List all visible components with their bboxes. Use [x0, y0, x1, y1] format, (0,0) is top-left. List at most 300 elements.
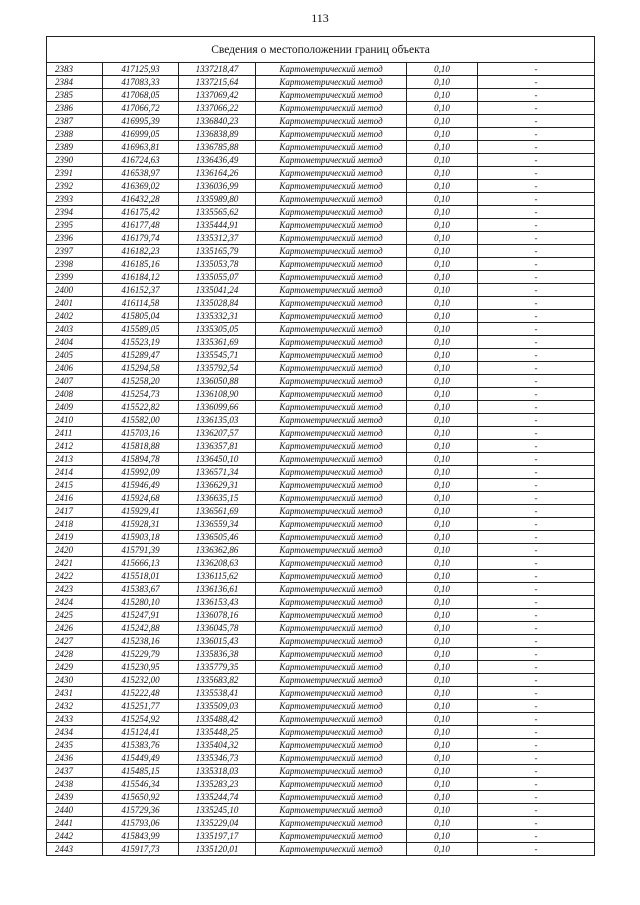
y-coordinate-cell: 1335545,71 [179, 349, 256, 362]
method-cell: Картометрический метод [256, 388, 407, 401]
table-row [47, 804, 595, 817]
y-coordinate-cell: 1336357,81 [179, 440, 256, 453]
x-coordinate-cell: 415254,92 [103, 713, 179, 726]
table-row [47, 661, 595, 674]
y-coordinate-cell: 1335245,10 [179, 804, 256, 817]
point-number-cell: 2391 [47, 167, 103, 180]
table-row [47, 687, 595, 700]
x-coordinate-cell: 416963,81 [103, 141, 179, 154]
accuracy-cell: 0,10 [407, 115, 478, 128]
description-cell: - [478, 778, 595, 791]
description-cell: - [478, 609, 595, 622]
method-cell: Картометрический метод [256, 271, 407, 284]
description-cell: - [478, 375, 595, 388]
point-number-cell: 2418 [47, 518, 103, 531]
method-cell: Картометрический метод [256, 726, 407, 739]
method-cell: Картометрический метод [256, 258, 407, 271]
table-row [47, 635, 595, 648]
table-row [47, 245, 595, 258]
y-coordinate-cell: 1336207,57 [179, 427, 256, 440]
accuracy-cell: 0,10 [407, 609, 478, 622]
point-number-cell: 2404 [47, 336, 103, 349]
description-cell: - [478, 453, 595, 466]
method-cell: Картометрический метод [256, 531, 407, 544]
accuracy-cell: 0,10 [407, 466, 478, 479]
point-number-cell: 2435 [47, 739, 103, 752]
accuracy-cell: 0,10 [407, 778, 478, 791]
x-coordinate-cell: 415703,16 [103, 427, 179, 440]
point-number-cell: 2443 [47, 843, 103, 856]
method-cell: Картометрический метод [256, 479, 407, 492]
x-coordinate-cell: 415230,95 [103, 661, 179, 674]
x-coordinate-cell: 415903,18 [103, 531, 179, 544]
description-cell: - [478, 76, 595, 89]
table-row [47, 817, 595, 830]
point-number-cell: 2399 [47, 271, 103, 284]
table-row [47, 544, 595, 557]
method-cell: Картометрический метод [256, 804, 407, 817]
method-cell: Картометрический метод [256, 349, 407, 362]
x-coordinate-cell: 416182,23 [103, 245, 179, 258]
method-cell: Картометрический метод [256, 310, 407, 323]
point-number-cell: 2392 [47, 180, 103, 193]
x-coordinate-cell: 415485,15 [103, 765, 179, 778]
x-coordinate-cell: 416185,16 [103, 258, 179, 271]
accuracy-cell: 0,10 [407, 232, 478, 245]
description-cell: - [478, 206, 595, 219]
method-cell: Картометрический метод [256, 180, 407, 193]
point-number-cell: 2427 [47, 635, 103, 648]
y-coordinate-cell: 1335989,80 [179, 193, 256, 206]
description-cell: - [478, 466, 595, 479]
accuracy-cell: 0,10 [407, 219, 478, 232]
x-coordinate-cell: 415238,16 [103, 635, 179, 648]
boundary-table-block [46, 36, 595, 856]
table-body [47, 63, 595, 856]
description-cell: - [478, 128, 595, 141]
method-cell: Картометрический метод [256, 609, 407, 622]
x-coordinate-cell: 415449,49 [103, 752, 179, 765]
description-cell: - [478, 661, 595, 674]
method-cell: Картометрический метод [256, 297, 407, 310]
method-cell: Картометрический метод [256, 622, 407, 635]
accuracy-cell: 0,10 [407, 843, 478, 856]
x-coordinate-cell: 415383,76 [103, 739, 179, 752]
y-coordinate-cell: 1336136,61 [179, 583, 256, 596]
x-coordinate-cell: 415917,73 [103, 843, 179, 856]
x-coordinate-cell: 416995,39 [103, 115, 179, 128]
x-coordinate-cell: 415251,77 [103, 700, 179, 713]
x-coordinate-cell: 416175,42 [103, 206, 179, 219]
table-row [47, 518, 595, 531]
description-cell: - [478, 89, 595, 102]
accuracy-cell: 0,10 [407, 570, 478, 583]
point-number-cell: 2393 [47, 193, 103, 206]
x-coordinate-cell: 415729,36 [103, 804, 179, 817]
method-cell: Картометрический метод [256, 661, 407, 674]
accuracy-cell: 0,10 [407, 310, 478, 323]
point-number-cell: 2438 [47, 778, 103, 791]
accuracy-cell: 0,10 [407, 336, 478, 349]
y-coordinate-cell: 1335792,54 [179, 362, 256, 375]
description-cell: - [478, 570, 595, 583]
table-row [47, 297, 595, 310]
accuracy-cell: 0,10 [407, 557, 478, 570]
y-coordinate-cell: 1335683,82 [179, 674, 256, 687]
table-row [47, 323, 595, 336]
description-cell: - [478, 752, 595, 765]
accuracy-cell: 0,10 [407, 596, 478, 609]
accuracy-cell: 0,10 [407, 362, 478, 375]
method-cell: Картометрический метод [256, 89, 407, 102]
table-row [47, 219, 595, 232]
table-row [47, 427, 595, 440]
point-number-cell: 2421 [47, 557, 103, 570]
y-coordinate-cell: 1335318,03 [179, 765, 256, 778]
y-coordinate-cell: 1336135,03 [179, 414, 256, 427]
x-coordinate-cell: 416369,02 [103, 180, 179, 193]
y-coordinate-cell: 1336050,88 [179, 375, 256, 388]
point-number-cell: 2430 [47, 674, 103, 687]
method-cell: Картометрический метод [256, 141, 407, 154]
y-coordinate-cell: 1335444,91 [179, 219, 256, 232]
method-cell: Картометрический метод [256, 570, 407, 583]
table-row [47, 453, 595, 466]
description-cell: - [478, 414, 595, 427]
method-cell: Картометрический метод [256, 115, 407, 128]
accuracy-cell: 0,10 [407, 193, 478, 206]
x-coordinate-cell: 415589,05 [103, 323, 179, 336]
accuracy-cell: 0,10 [407, 245, 478, 258]
method-cell: Картометрический метод [256, 427, 407, 440]
method-cell: Картометрический метод [256, 544, 407, 557]
table-row [47, 479, 595, 492]
table-row [47, 63, 595, 76]
description-cell: - [478, 726, 595, 739]
description-cell: - [478, 193, 595, 206]
description-cell: - [478, 245, 595, 258]
x-coordinate-cell: 415222,48 [103, 687, 179, 700]
description-cell: - [478, 102, 595, 115]
y-coordinate-cell: 1335312,37 [179, 232, 256, 245]
point-number-cell: 2389 [47, 141, 103, 154]
y-coordinate-cell: 1337218,47 [179, 63, 256, 76]
table-row [47, 778, 595, 791]
description-cell: - [478, 739, 595, 752]
y-coordinate-cell: 1337069,42 [179, 89, 256, 102]
description-cell: - [478, 479, 595, 492]
description-cell: - [478, 362, 595, 375]
method-cell: Картометрический метод [256, 466, 407, 479]
x-coordinate-cell: 415992,09 [103, 466, 179, 479]
x-coordinate-cell: 415247,91 [103, 609, 179, 622]
description-cell: - [478, 557, 595, 570]
description-cell: - [478, 791, 595, 804]
accuracy-cell: 0,10 [407, 102, 478, 115]
y-coordinate-cell: 1336450,10 [179, 453, 256, 466]
point-number-cell: 2419 [47, 531, 103, 544]
point-number-cell: 2406 [47, 362, 103, 375]
x-coordinate-cell: 415383,67 [103, 583, 179, 596]
x-coordinate-cell: 415546,34 [103, 778, 179, 791]
y-coordinate-cell: 1336208,63 [179, 557, 256, 570]
method-cell: Картометрический метод [256, 596, 407, 609]
method-cell: Картометрический метод [256, 440, 407, 453]
y-coordinate-cell: 1336838,89 [179, 128, 256, 141]
accuracy-cell: 0,10 [407, 765, 478, 778]
description-cell: - [478, 518, 595, 531]
method-cell: Картометрический метод [256, 583, 407, 596]
point-number-cell: 2432 [47, 700, 103, 713]
point-number-cell: 2439 [47, 791, 103, 804]
x-coordinate-cell: 415523,19 [103, 336, 179, 349]
point-number-cell: 2405 [47, 349, 103, 362]
table-row [47, 310, 595, 323]
accuracy-cell: 0,10 [407, 128, 478, 141]
table-row [47, 193, 595, 206]
table-row [47, 791, 595, 804]
y-coordinate-cell: 1335041,24 [179, 284, 256, 297]
accuracy-cell: 0,10 [407, 518, 478, 531]
point-number-cell: 2390 [47, 154, 103, 167]
description-cell: - [478, 388, 595, 401]
accuracy-cell: 0,10 [407, 349, 478, 362]
table-row [47, 492, 595, 505]
x-coordinate-cell: 416177,48 [103, 219, 179, 232]
accuracy-cell: 0,10 [407, 583, 478, 596]
table-row [47, 206, 595, 219]
y-coordinate-cell: 1336015,43 [179, 635, 256, 648]
table-row [47, 830, 595, 843]
description-cell: - [478, 804, 595, 817]
accuracy-cell: 0,10 [407, 388, 478, 401]
description-cell: - [478, 258, 595, 271]
description-cell: - [478, 284, 595, 297]
method-cell: Картометрический метод [256, 362, 407, 375]
table-row [47, 89, 595, 102]
y-coordinate-cell: 1335346,73 [179, 752, 256, 765]
method-cell: Картометрический метод [256, 453, 407, 466]
method-cell: Картометрический метод [256, 830, 407, 843]
accuracy-cell: 0,10 [407, 427, 478, 440]
table-row [47, 284, 595, 297]
table-row [47, 388, 595, 401]
y-coordinate-cell: 1335404,32 [179, 739, 256, 752]
x-coordinate-cell: 415294,58 [103, 362, 179, 375]
point-number-cell: 2442 [47, 830, 103, 843]
description-cell: - [478, 505, 595, 518]
table-row [47, 700, 595, 713]
point-number-cell: 2401 [47, 297, 103, 310]
method-cell: Картометрический метод [256, 323, 407, 336]
table-row [47, 843, 595, 856]
y-coordinate-cell: 1336436,49 [179, 154, 256, 167]
y-coordinate-cell: 1336153,43 [179, 596, 256, 609]
method-cell: Картометрический метод [256, 102, 407, 115]
x-coordinate-cell: 415242,88 [103, 622, 179, 635]
point-number-cell: 2433 [47, 713, 103, 726]
method-cell: Картометрический метод [256, 713, 407, 726]
accuracy-cell: 0,10 [407, 258, 478, 271]
table-row [47, 466, 595, 479]
description-cell: - [478, 141, 595, 154]
x-coordinate-cell: 415946,49 [103, 479, 179, 492]
method-cell: Картометрический метод [256, 739, 407, 752]
x-coordinate-cell: 415124,41 [103, 726, 179, 739]
description-cell: - [478, 63, 595, 76]
table-row [47, 765, 595, 778]
point-number-cell: 2385 [47, 89, 103, 102]
description-cell: - [478, 401, 595, 414]
point-number-cell: 2397 [47, 245, 103, 258]
point-number-cell: 2428 [47, 648, 103, 661]
method-cell: Картометрический метод [256, 557, 407, 570]
y-coordinate-cell: 1336045,78 [179, 622, 256, 635]
x-coordinate-cell: 415280,10 [103, 596, 179, 609]
point-number-cell: 2407 [47, 375, 103, 388]
y-coordinate-cell: 1335053,78 [179, 258, 256, 271]
table-row [47, 128, 595, 141]
accuracy-cell: 0,10 [407, 817, 478, 830]
table-row [47, 154, 595, 167]
x-coordinate-cell: 415229,79 [103, 648, 179, 661]
description-cell: - [478, 531, 595, 544]
accuracy-cell: 0,10 [407, 401, 478, 414]
table-row [47, 596, 595, 609]
method-cell: Картометрический метод [256, 648, 407, 661]
point-number-cell: 2403 [47, 323, 103, 336]
description-cell: - [478, 622, 595, 635]
table-row [47, 141, 595, 154]
method-cell: Картометрический метод [256, 674, 407, 687]
accuracy-cell: 0,10 [407, 414, 478, 427]
description-cell: - [478, 648, 595, 661]
y-coordinate-cell: 1336078,16 [179, 609, 256, 622]
accuracy-cell: 0,10 [407, 271, 478, 284]
y-coordinate-cell: 1336362,86 [179, 544, 256, 557]
description-cell: - [478, 492, 595, 505]
accuracy-cell: 0,10 [407, 791, 478, 804]
point-number-cell: 2426 [47, 622, 103, 635]
table-row [47, 167, 595, 180]
accuracy-cell: 0,10 [407, 661, 478, 674]
point-number-cell: 2429 [47, 661, 103, 674]
accuracy-cell: 0,10 [407, 531, 478, 544]
method-cell: Картометрический метод [256, 401, 407, 414]
description-cell: - [478, 323, 595, 336]
method-cell: Картометрический метод [256, 284, 407, 297]
point-number-cell: 2424 [47, 596, 103, 609]
point-number-cell: 2395 [47, 219, 103, 232]
table-row [47, 752, 595, 765]
x-coordinate-cell: 417125,93 [103, 63, 179, 76]
point-number-cell: 2414 [47, 466, 103, 479]
method-cell: Картометрический метод [256, 700, 407, 713]
accuracy-cell: 0,10 [407, 167, 478, 180]
x-coordinate-cell: 415582,00 [103, 414, 179, 427]
y-coordinate-cell: 1336635,15 [179, 492, 256, 505]
y-coordinate-cell: 1335836,38 [179, 648, 256, 661]
method-cell: Картометрический метод [256, 492, 407, 505]
y-coordinate-cell: 1336164,26 [179, 167, 256, 180]
point-number-cell: 2436 [47, 752, 103, 765]
table-title: Сведения о местоположении границ объекта [46, 36, 595, 62]
table-row [47, 375, 595, 388]
table-row [47, 557, 595, 570]
description-cell: - [478, 674, 595, 687]
accuracy-cell: 0,10 [407, 674, 478, 687]
accuracy-cell: 0,10 [407, 89, 478, 102]
description-cell: - [478, 583, 595, 596]
table-row [47, 336, 595, 349]
x-coordinate-cell: 416999,05 [103, 128, 179, 141]
point-number-cell: 2410 [47, 414, 103, 427]
description-cell: - [478, 440, 595, 453]
x-coordinate-cell: 416724,63 [103, 154, 179, 167]
y-coordinate-cell: 1335028,84 [179, 297, 256, 310]
x-coordinate-cell: 417083,33 [103, 76, 179, 89]
method-cell: Картометрический метод [256, 635, 407, 648]
description-cell: - [478, 167, 595, 180]
table-row [47, 271, 595, 284]
y-coordinate-cell: 1336108,90 [179, 388, 256, 401]
table-row [47, 570, 595, 583]
table-row [47, 583, 595, 596]
x-coordinate-cell: 415254,73 [103, 388, 179, 401]
accuracy-cell: 0,10 [407, 76, 478, 89]
description-cell: - [478, 154, 595, 167]
method-cell: Картометрический метод [256, 219, 407, 232]
accuracy-cell: 0,10 [407, 492, 478, 505]
description-cell: - [478, 596, 595, 609]
y-coordinate-cell: 1335361,69 [179, 336, 256, 349]
y-coordinate-cell: 1335120,01 [179, 843, 256, 856]
point-number-cell: 2422 [47, 570, 103, 583]
table-row [47, 102, 595, 115]
accuracy-cell: 0,10 [407, 440, 478, 453]
x-coordinate-cell: 415666,13 [103, 557, 179, 570]
x-coordinate-cell: 415818,88 [103, 440, 179, 453]
description-cell: - [478, 180, 595, 193]
y-coordinate-cell: 1336571,34 [179, 466, 256, 479]
accuracy-cell: 0,10 [407, 713, 478, 726]
table-row [47, 440, 595, 453]
y-coordinate-cell: 1336115,62 [179, 570, 256, 583]
description-cell: - [478, 271, 595, 284]
method-cell: Картометрический метод [256, 791, 407, 804]
accuracy-cell: 0,10 [407, 544, 478, 557]
x-coordinate-cell: 416184,12 [103, 271, 179, 284]
method-cell: Картометрический метод [256, 687, 407, 700]
description-cell: - [478, 544, 595, 557]
y-coordinate-cell: 1335244,74 [179, 791, 256, 804]
table-row [47, 115, 595, 128]
y-coordinate-cell: 1337066,22 [179, 102, 256, 115]
y-coordinate-cell: 1335779,35 [179, 661, 256, 674]
x-coordinate-cell: 415232,00 [103, 674, 179, 687]
accuracy-cell: 0,10 [407, 726, 478, 739]
x-coordinate-cell: 415791,39 [103, 544, 179, 557]
y-coordinate-cell: 1335538,41 [179, 687, 256, 700]
point-number-cell: 2408 [47, 388, 103, 401]
description-cell: - [478, 635, 595, 648]
x-coordinate-cell: 415793,06 [103, 817, 179, 830]
y-coordinate-cell: 1336561,69 [179, 505, 256, 518]
y-coordinate-cell: 1335565,62 [179, 206, 256, 219]
description-cell: - [478, 232, 595, 245]
accuracy-cell: 0,10 [407, 141, 478, 154]
description-cell: - [478, 297, 595, 310]
